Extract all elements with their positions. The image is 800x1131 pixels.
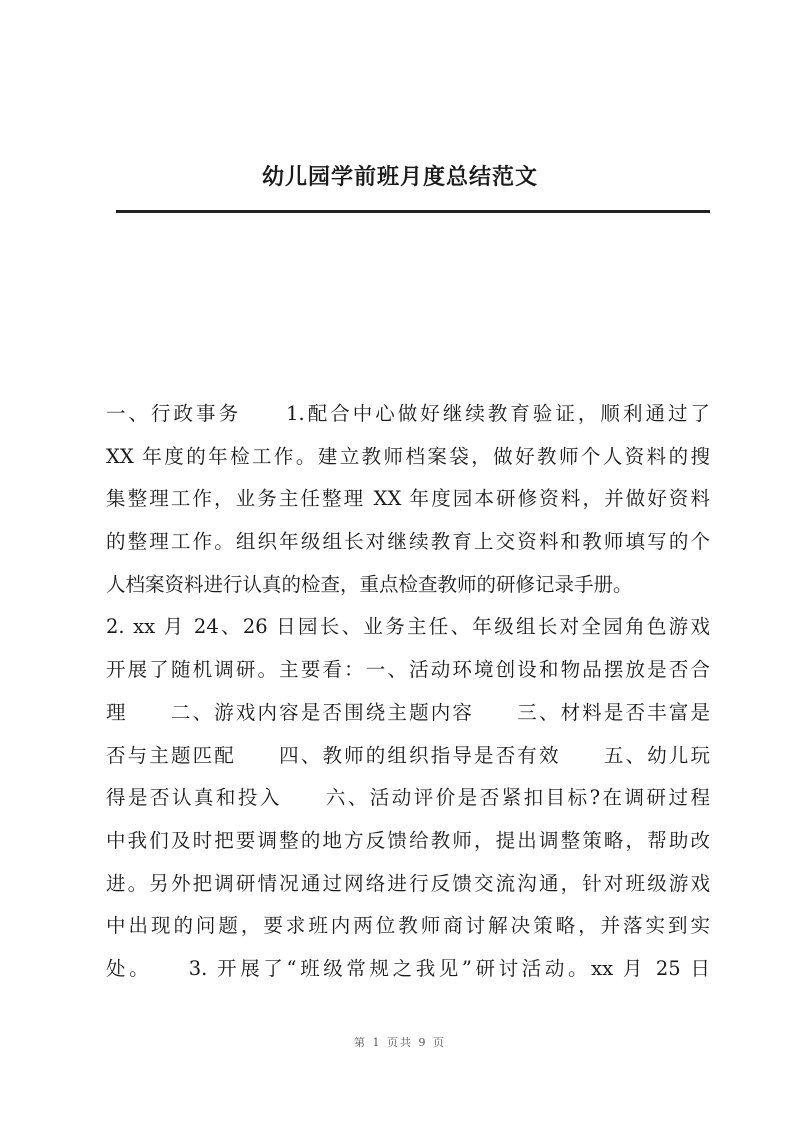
body-line: 进。另外把调研情况通过网络进行反馈交流沟通，针对班级游戏 xyxy=(106,871,710,895)
body-line: 得是否认真和投入 六、活动评价是否紧扣目标?在调研过程 xyxy=(106,786,710,810)
body-line: 中我们及时把要调整的地方反馈给教师，提出调整策略，帮助改 xyxy=(106,828,710,852)
body-line: 的整理工作。组织年级组长对继续教育上交资料和教师填写的个 xyxy=(106,530,710,554)
body-line: XX 年度的年检工作。建立教师档案袋，做好教师个人资料的搜 xyxy=(106,444,710,468)
body-line: 人档案资料进行认真的检查，重点检查教师的研修记录手册。 xyxy=(106,572,633,596)
page-number-footer: 第 1 页共 9 页 xyxy=(354,1036,446,1049)
body-line: 理 二、游戏内容是否围绕主题内容 三、材料是否丰富是 xyxy=(106,700,710,724)
body-line: 2. xx 月 24、26 日园长、业务主任、年级组长对全园角色游戏 xyxy=(106,615,710,639)
body-line: 处。 3. 开展了“班级常规之我见”研讨活动。xx 月 25 日 xyxy=(106,956,710,980)
title-divider xyxy=(116,210,710,213)
body-line: 一、行政事务 1.配合中心做好继续教育验证，顺利通过了 xyxy=(106,402,710,425)
body-line: 否与主题匹配 四、教师的组织指导是否有效 五、幼儿玩 xyxy=(106,743,710,767)
body-line: 集整理工作，业务主任整理 XX 年度园本研修资料，并做好资料 xyxy=(106,487,710,511)
body-text xyxy=(106,393,710,991)
page-title: 幼儿园学前班月度总结范文 xyxy=(261,165,538,190)
body-line: 中出现的问题，要求班内两位教师商讨解决策略，并落实到实 xyxy=(106,914,710,938)
body-line: 开展了随机调研。主要看：一、活动环境创设和物品摆放是否合 xyxy=(106,658,710,682)
